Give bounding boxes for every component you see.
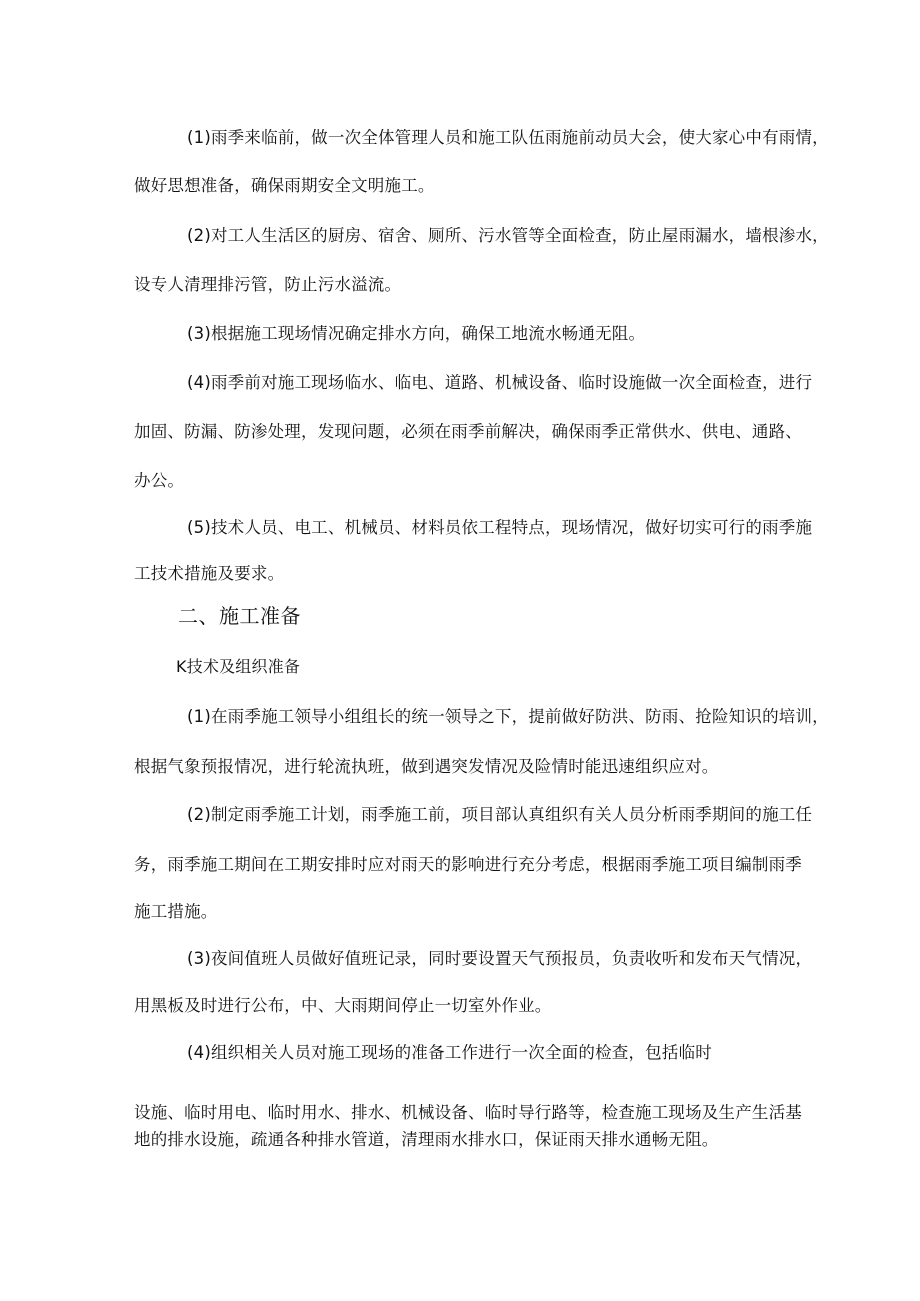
paragraph-5-line-2: 工技术措施及要求。 <box>134 564 285 583</box>
paragraph-5-line-1: (5)技术人员、电工、机械员、材料员依工程特点，现场情况，做好切实可行的雨季施 <box>187 518 813 537</box>
paragraph-9-line-3: 地的排水设施，疏通各种排水管道，清理雨水排水口，保证雨天排水通畅无阻。 <box>134 1130 719 1149</box>
subsection-heading: K技术及组织准备 <box>176 657 301 676</box>
paragraph-6-line-1: (1)在雨季施工领导小组组长的统一领导之下，提前做好防洪、防雨、抢险知识的培训， <box>187 707 829 726</box>
paragraph-8-line-2: 用黑板及时进行公布，中、大雨期间停止一切室外作业。 <box>134 996 552 1015</box>
paragraph-2-line-2: 设专人清理排污管，防止污水溢流。 <box>134 275 402 294</box>
paragraph-4-line-3: 办公。 <box>134 471 185 490</box>
paragraph-3-line-1: (3)根据施工现场情况确定排水方向，确保工地流水畅通无阻。 <box>187 324 646 343</box>
paragraph-9-line-2: 设施、临时用电、临时用水、排水、机械设备、临时导行路等，检查施工现场及生产生活基 <box>134 1103 802 1122</box>
section-heading: 二、施工准备 <box>178 604 301 628</box>
paragraph-1-line-2: 做好思想准备，确保雨期安全文明施工。 <box>134 176 435 195</box>
paragraph-6-line-2: 根据气象预报情况，进行轮流执班，做到遇突发情况及险情时能迅速组织应对。 <box>134 757 719 776</box>
paragraph-1-line-1: (1)雨季来临前，做一次全体管理人员和施工队伍雨施前动员大会，使大家心中有雨情， <box>187 128 829 147</box>
paragraph-4-line-2: 加固、防漏、防渗处理，发现问题，必须在雨季前解决，确保雨季正常供水、供电、通路、 <box>134 422 802 441</box>
paragraph-8-line-1: (3)夜间值班人员做好值班记录，同时要设置天气预报员，负责收听和发布天气情况， <box>187 949 813 968</box>
paragraph-7-line-1: (2)制定雨季施工计划，雨季施工前，项目部认真组织有关人员分析雨季期间的施工任 <box>187 805 813 824</box>
paragraph-7-line-3: 施工措施。 <box>134 902 218 921</box>
paragraph-2-line-1: (2)对工人生活区的厨房、宿舍、厕所、污水管等全面检查，防止屋雨漏水，墙根渗水， <box>187 226 829 245</box>
paragraph-7-line-2: 务，雨季施工期间在工期安排时应对雨天的影响进行充分考虑，根据雨季施工项目编制雨季 <box>134 855 802 874</box>
paragraph-9-line-1: (4)组织相关人员对施工现场的准备工作进行一次全面的检查，包括临时 <box>187 1043 712 1062</box>
paragraph-4-line-1: (4)雨季前对施工现场临水、临电、道路、机械设备、临时设施做一次全面检查，进行 <box>187 373 813 392</box>
